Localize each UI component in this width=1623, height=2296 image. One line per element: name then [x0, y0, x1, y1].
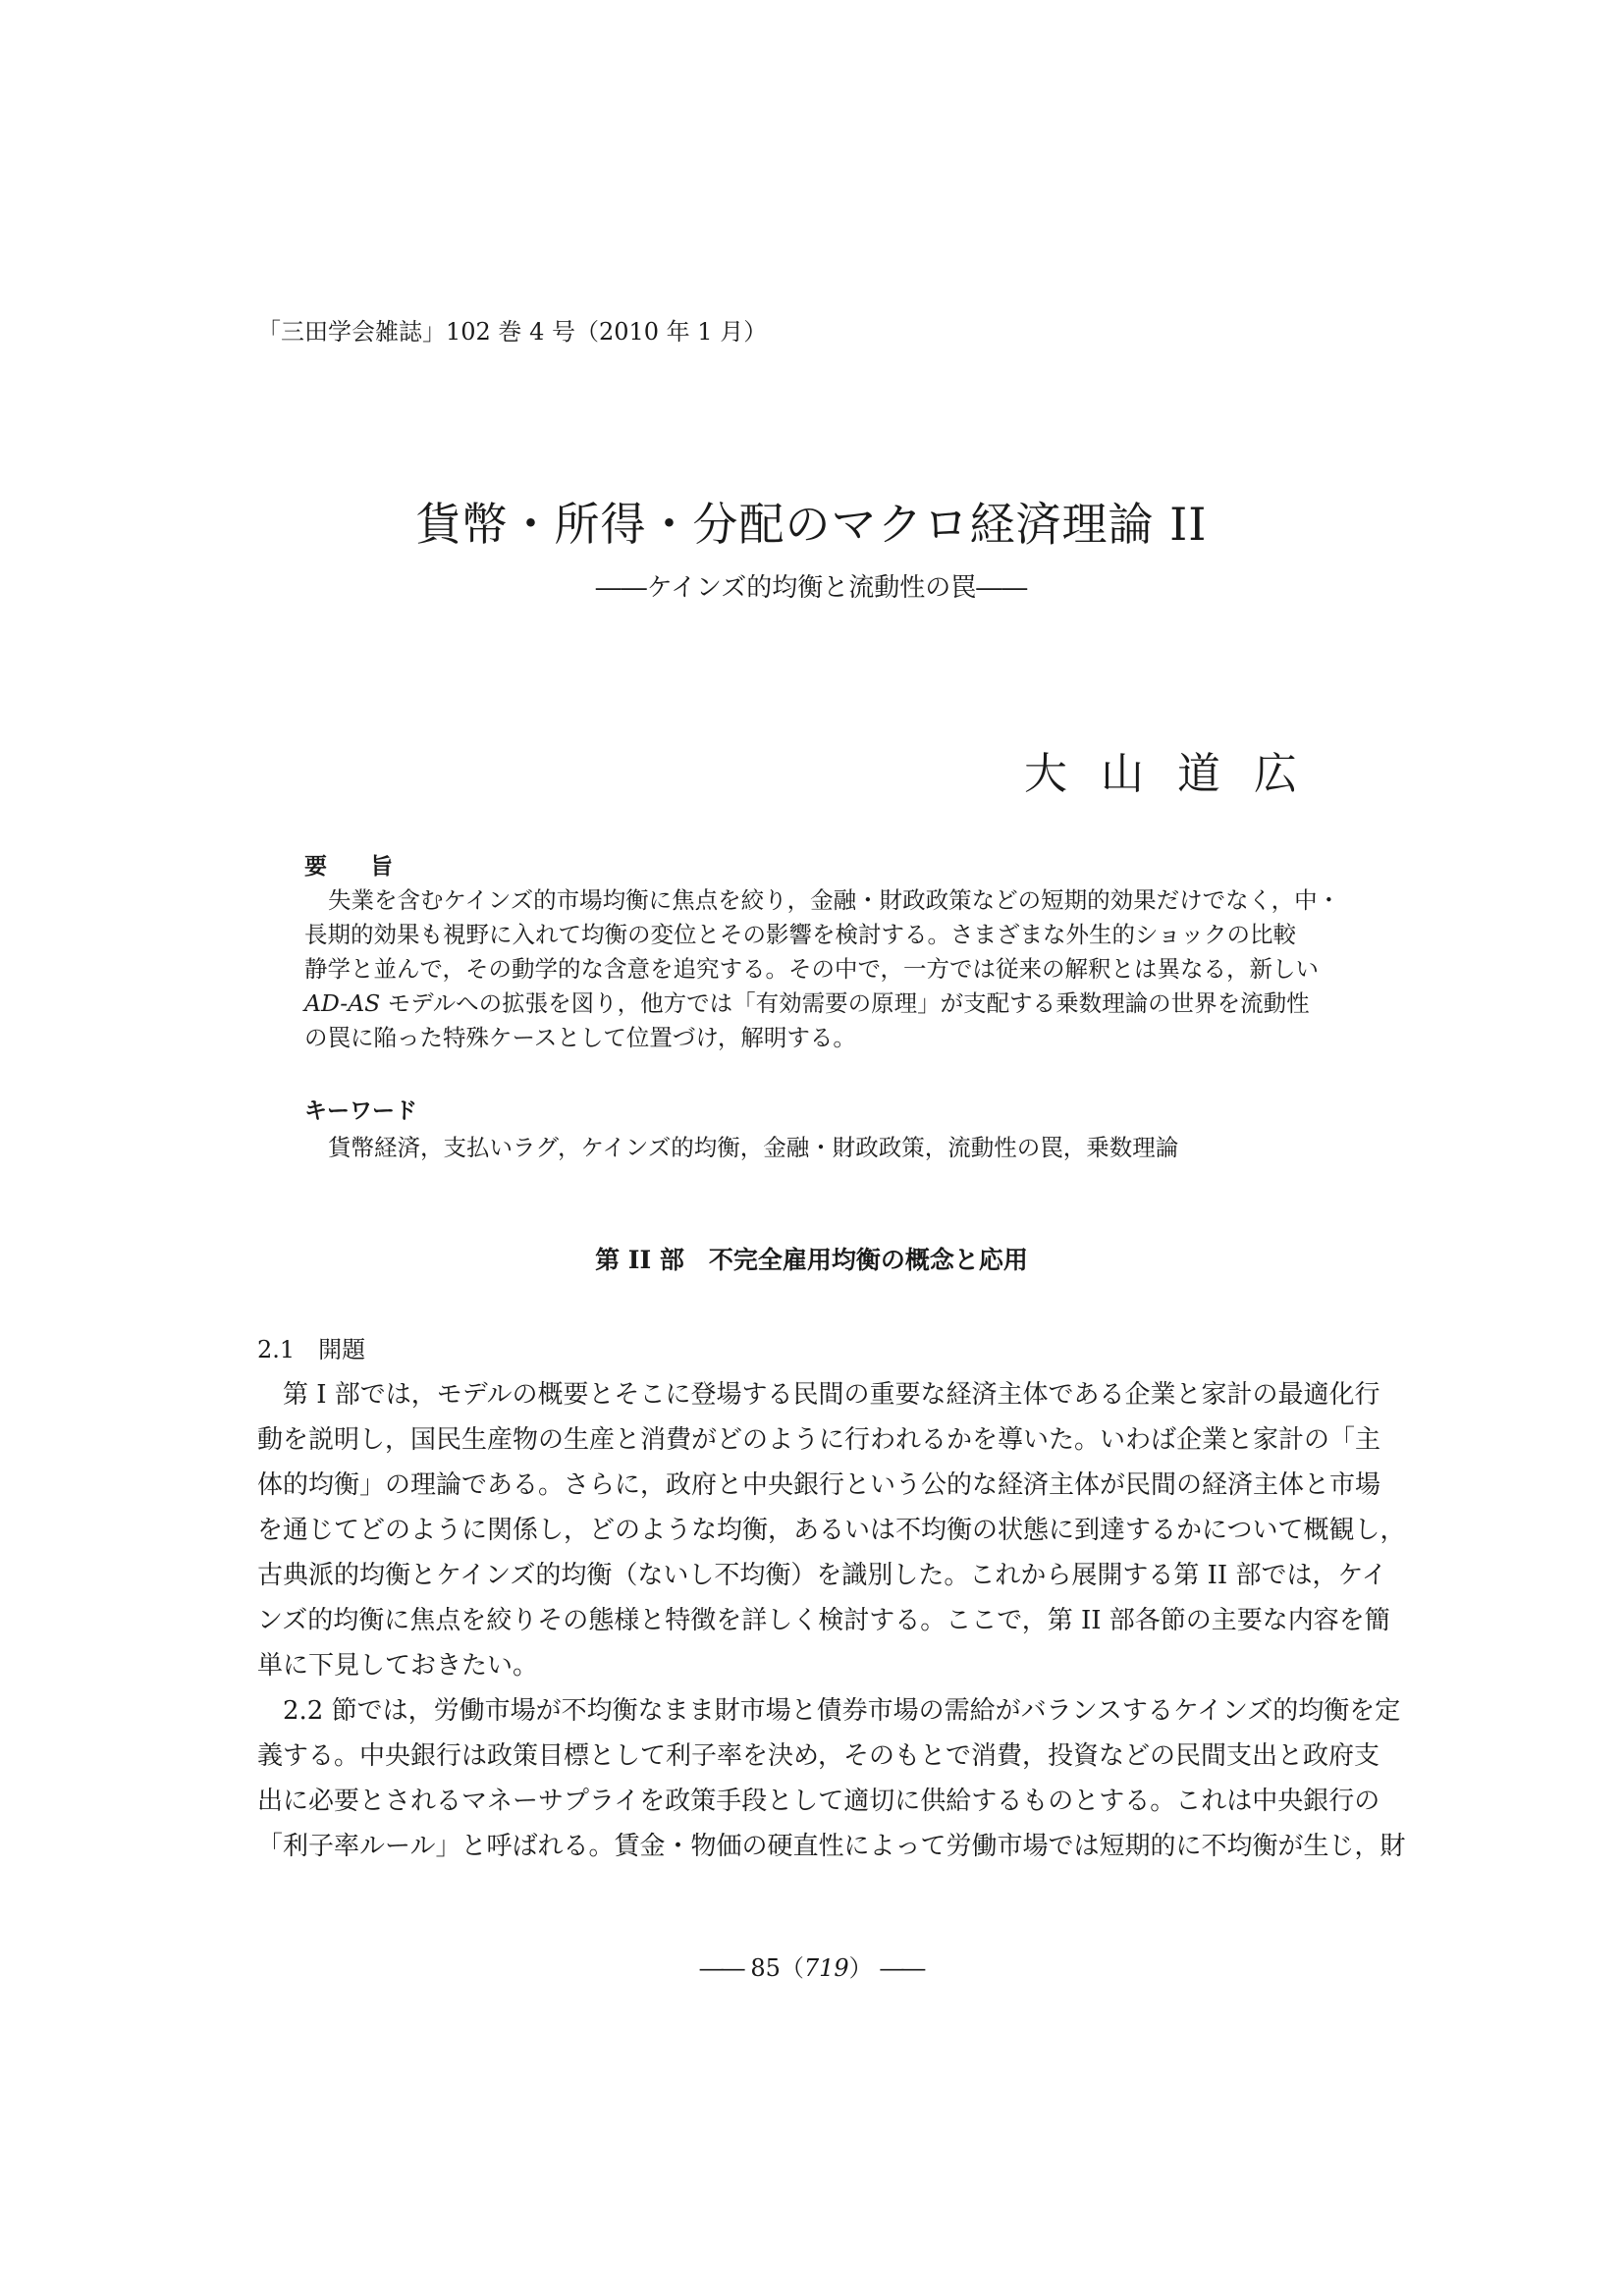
body-line: 第 I 部では，モデルの概要とそこに登場する民間の重要な経済主体である企業と家計の最適化行: [283, 1380, 1380, 1410]
section-heading: [257, 1330, 365, 1364]
footer-dash-left: ――: [699, 1954, 743, 1982]
abstract-line: 失業を含むケインズ的市場均衡に焦点を絞り，金融・財政政策などの短期的効果だけでなく，中・: [328, 886, 1341, 914]
paper-title: 貨幣・所得・分配のマクロ経済理論 II: [415, 498, 1208, 551]
abstract-body: [304, 883, 1341, 1055]
section-title: 開題: [318, 1336, 366, 1363]
body-line: 義する。中央銀行は政策目標として利子率を決め，そのもとで消費，投資などの民間支出と政府支: [257, 1741, 1380, 1771]
page-number: 85: [750, 1954, 781, 1982]
abstract-line: の罠に陥った特殊ケースとして位置づけ，解明する。: [304, 1024, 856, 1051]
footer-dash-right: ――: [880, 1954, 924, 1982]
body-line: 単に下見しておきたい。: [257, 1651, 539, 1681]
journal-header: 「三田学会雑誌」102 巻 4 号（2010 年 1 月）: [257, 318, 768, 346]
abstract-line: 静学と並んで，その動学的な含意を追究する。その中で，一方では従来の解釈とは異なる，新しい: [304, 955, 1320, 983]
abstract-line: 長期的効果も視野に入れて均衡の変位とその影響を検討する。さまざまな外生的ショックの比較: [304, 921, 1297, 948]
keywords-heading: キーワード: [304, 1097, 417, 1124]
paper-subtitle: ――ケインズ的均衡と流動性の罠――: [595, 573, 1028, 603]
abstract-line-text: モデルへの拡張を図り，他方では「有効需要の原理」が支配する乗数理論の世界を流動性: [387, 989, 1310, 1017]
keywords-list: 貨幣経済，支払いラグ，ケインズ的均衡，金融・財政政策，流動性の罠，乗数理論: [328, 1134, 1179, 1161]
body-line: 「利子率ルール」と呼ばれる。賃金・物価の硬直性によって労働市場では短期的に不均衡が生じ，財: [257, 1832, 1406, 1861]
body-line: を通じてどのように関係し，どのような均衡，あるいは不均衡の状態に到達するかについて概観し，: [257, 1516, 1406, 1545]
journal-page-number: 719: [803, 1954, 849, 1982]
abstract-line: [304, 987, 1330, 1021]
body-text: [257, 1372, 1406, 1869]
abstract-heading: 要旨: [304, 853, 436, 880]
body-line: 出に必要とされるマネーサプライを政策手段として適切に供給するものとする。これは中央銀行の: [257, 1787, 1380, 1816]
body-line: 2.2 節では，労働市場が不均衡なまま財市場と債券市場の需給がバランスするケインズ的均衡を定: [283, 1696, 1401, 1726]
part-heading: 第 II 部 不完全雇用均衡の概念と応用: [595, 1246, 1028, 1274]
body-line: ンズ的均衡に焦点を絞りその態様と特徴を詳しく検討する。ここで，第 II 部各節の主要な内容を簡: [257, 1606, 1390, 1635]
body-line: 古典派的均衡とケインズ的均衡（ないし不均衡）を識別した。これから展開する第 II 部では，ケイ: [257, 1561, 1387, 1590]
body-line: 動を説明し，国民生産物の生産と消費がどのように行われるかを導いた。いわば企業と家計の「主: [257, 1425, 1381, 1455]
body-line: 体的均衡」の理論である。さらに，政府と中央銀行という公的な経済主体が民間の経済主体と市場: [257, 1470, 1381, 1500]
section-number: 2.1: [257, 1336, 296, 1363]
abstract-italic-term: AD-AS: [304, 989, 381, 1017]
page-footer: ―― 85（719） ――: [699, 1954, 924, 1982]
author-name: 大山道広: [1024, 749, 1330, 799]
